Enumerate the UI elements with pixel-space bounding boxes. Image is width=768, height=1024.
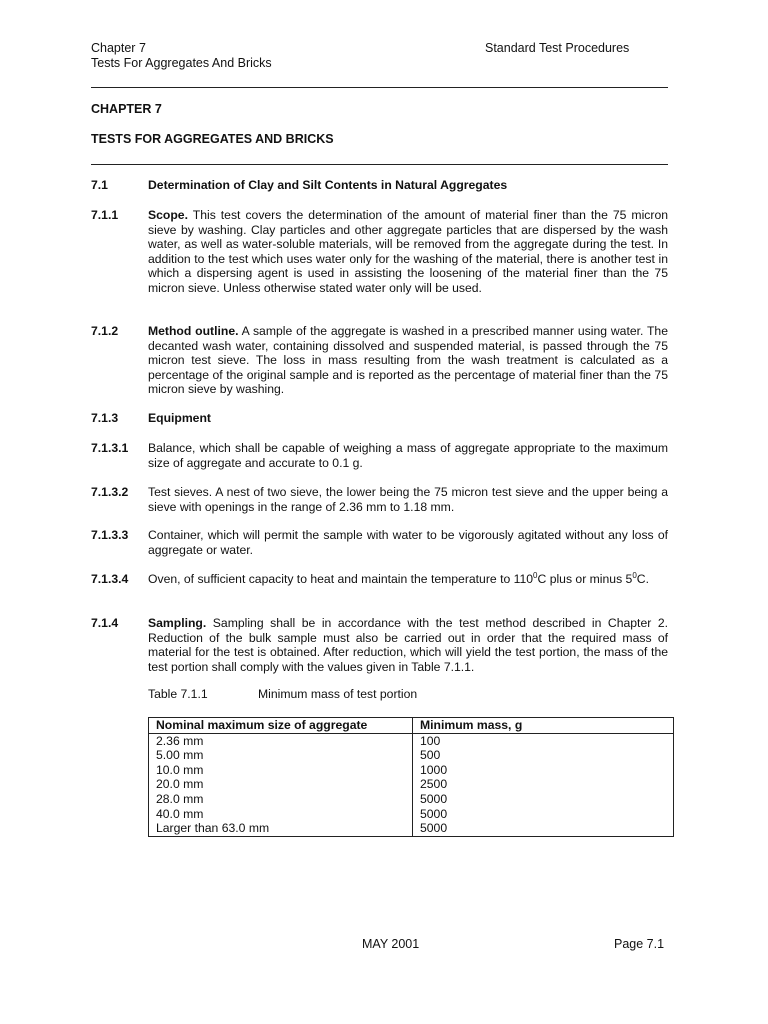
table-cell-size: 20.0 mm [149, 777, 413, 792]
s7134-text-c: C. [636, 572, 649, 586]
s714-text: Sampling shall be in accordance with the test method described in Chapter 2. Reduction of the bulk sample must also be carried out in order that the required mass of material for the test is obtained. After reduction, which will yield the test portion, the mass of the test portion shall comply with the values given in Table 7.1.1. [148, 616, 668, 674]
table-cell-mass: 5000 [420, 791, 448, 806]
footer-page-number: Page 7.1 [614, 937, 665, 951]
table-row [149, 821, 674, 836]
s7133-number: 7.1.3.3 [91, 528, 129, 542]
s714-paragraph [148, 616, 668, 674]
table-row [149, 763, 674, 778]
table-cell-mass: 500 [420, 748, 441, 763]
table-caption-number: Table 7.1.1 [148, 687, 208, 701]
table-cell-size: 40.0 mm [149, 807, 413, 822]
table-row [149, 807, 674, 822]
table-header-size: Nominal maximum size of aggregate [149, 718, 413, 734]
s711-number: 7.1.1 [91, 208, 119, 222]
s7134-number: 7.1.3.4 [91, 572, 129, 586]
chapter-divider [91, 164, 668, 165]
s7131-number: 7.1.3.1 [91, 441, 129, 455]
table-cell-size: Larger than 63.0 mm [149, 821, 413, 836]
header-divider [91, 87, 668, 88]
s712-lead: Method outline. [148, 324, 239, 338]
s7134-text-b: C plus or minus 5 [537, 572, 633, 586]
s712-number: 7.1.2 [91, 324, 119, 338]
table-cell-size: 5.00 mm [149, 748, 413, 763]
chapter-heading: CHAPTER 7 [91, 102, 162, 116]
section-title: Determination of Clay and Silt Contents in Natural Aggregates [148, 178, 508, 192]
section-number: 7.1 [91, 178, 108, 192]
s713-title: Equipment [148, 411, 211, 425]
s714-number: 7.1.4 [91, 616, 119, 630]
s711-lead: Scope. [148, 208, 188, 222]
s714-lead: Sampling. [148, 616, 207, 630]
table-cell-mass: 1000 [420, 762, 448, 777]
s7134-degree-a: 0 [533, 571, 538, 580]
s712-paragraph [148, 324, 668, 397]
table-cell-mass: 5000 [420, 821, 448, 836]
footer-date: MAY 2001 [362, 937, 420, 951]
table-header-mass: Minimum mass, g [413, 718, 674, 734]
table-cell-size: 28.0 mm [149, 792, 413, 807]
s711-text: This test covers the determination of the amount of material finer than the 75 micron sieve by washing. Clay particles and other aggregate particles that are dispersed by the wash water, as well as water-soluble materials, will be removed from the aggregate during the test. In addition to the test which uses water only for the washing of the material, there is another test in which a dispersing agent is used in assisting the loosening of the material finer than the 75 micron sieve. Unless otherwise stated water only will be used. [148, 208, 668, 295]
s7133-text: Container, which will permit the sample with water to be vigorously agitated without any loss of aggregate or water. [148, 528, 668, 557]
s713-number: 7.1.3 [91, 411, 119, 425]
s712-text: A sample of the aggregate is washed in a prescribed manner using water. The decanted wash water, containing dissolved and suspended material, is passed through the 75 micron test sieve. The loss in mass resulting from the wash treatment is calculated as a percentage of the original sample and is reported as the percentage of material finer than the 75 micron sieve by washing. [148, 324, 668, 397]
minimum-mass-table [148, 717, 674, 837]
s7134-paragraph [148, 572, 668, 587]
table-caption-title: Minimum mass of test portion [258, 687, 418, 701]
s7131-text: Balance, which shall be capable of weighing a mass of aggregate appropriate to the maximum size of aggregate and accurate to 0.1 g. [148, 441, 668, 470]
table-header-row [149, 718, 674, 734]
table-cell-size: 2.36 mm [149, 733, 413, 748]
table-row [149, 792, 674, 807]
header-subtitle: Tests For Aggregates And Bricks [91, 56, 272, 70]
table-row [149, 748, 674, 763]
table-row [149, 777, 674, 792]
s7134-degree-b: 0 [632, 571, 637, 580]
table-row [149, 733, 674, 748]
header-chapter: Chapter 7 [91, 41, 146, 55]
s7134-text-a: Oven, of sufficient capacity to heat and maintain the temperature to 110 [148, 572, 534, 586]
chapter-title: TESTS FOR AGGREGATES AND BRICKS [91, 132, 334, 146]
table-cell-mass: 5000 [420, 806, 448, 821]
s7132-number: 7.1.3.2 [91, 485, 129, 499]
s7132-text: Test sieves. A nest of two sieve, the lower being the 75 micron test sieve and the upper being a sieve with openings in the range of 2.36 mm to 1.18 mm. [148, 485, 668, 514]
table-cell-mass: 2500 [420, 777, 448, 792]
header-right: Standard Test Procedures [485, 41, 630, 55]
table-cell-mass: 100 [420, 733, 441, 748]
s711-paragraph [148, 208, 668, 296]
table-cell-size: 10.0 mm [149, 763, 413, 778]
